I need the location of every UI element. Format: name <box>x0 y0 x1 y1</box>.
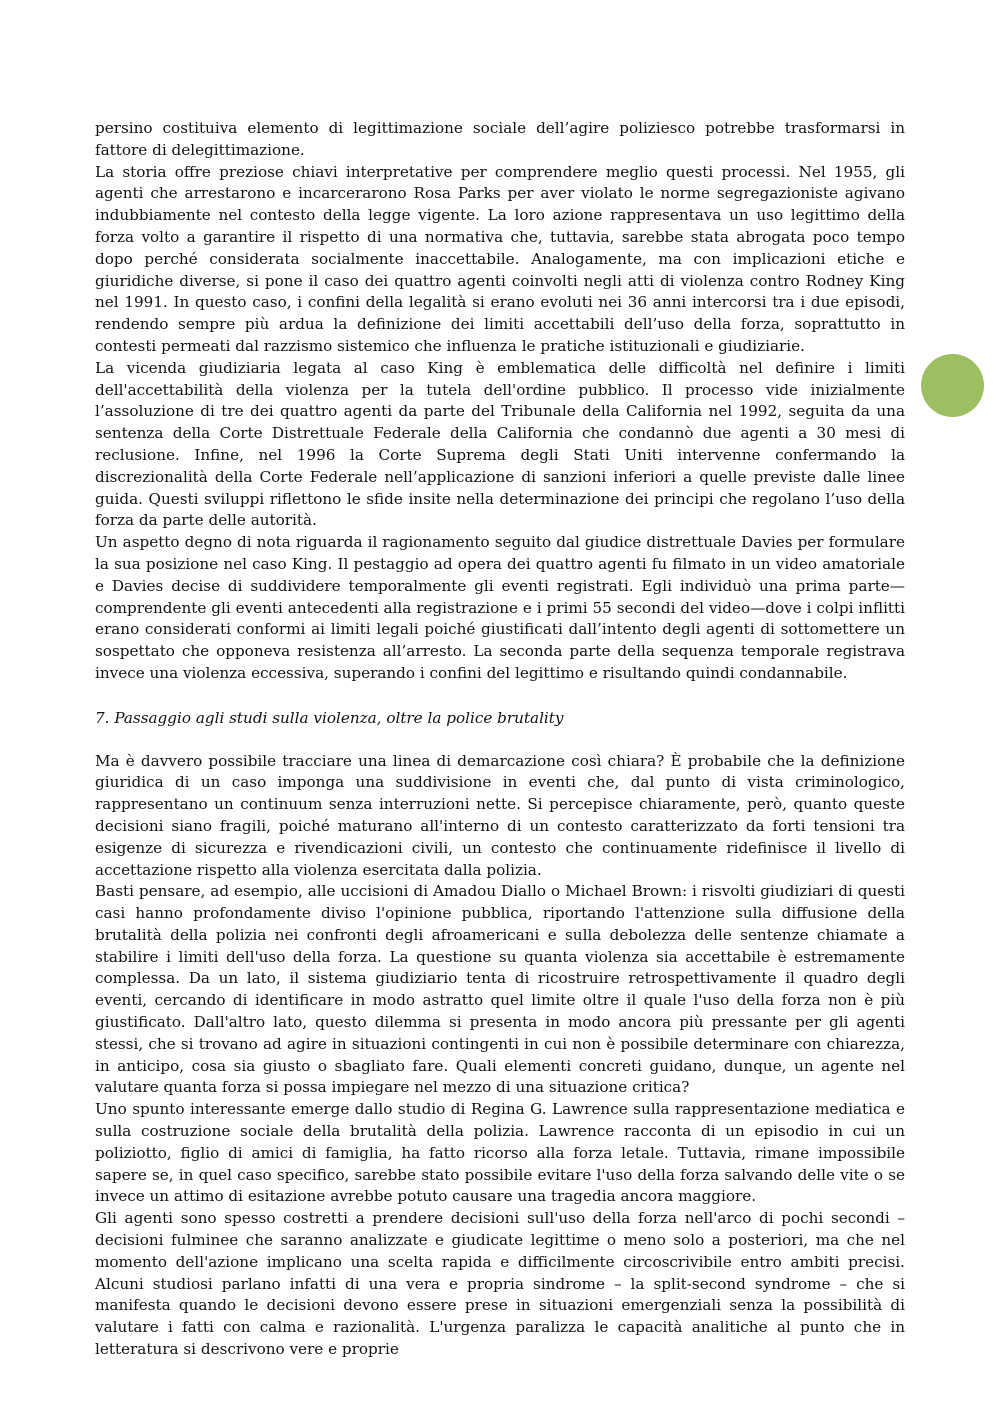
paragraph: Uno spunto interessante emerge dallo studio di Regina G. Lawrence sulla rappresentazione mediatica e sulla costruzione sociale della brutalità della polizia. Lawrence racconta di un episodio in cui un poliziotto, figlio di amici di famiglia, ha fatto ricorso alla forza letale. Tuttavia, rimane impossibile sapere se, in quel caso specifico, sarebbe stato possibile evitare l'uso della forza salvando delle vite o se invece un attimo di esitazione avrebbe potuto causare una tragedia ancora maggiore. <box>95 1100 905 1206</box>
paragraph: La storia offre preziose chiavi interpretative per comprendere meglio questi processi. Nel 1955, gli agenti che arrestarono e incarcerarono Rosa Parks per aver violato le norme segregazioniste agivano indubbiamente nel contesto della legge vigente. La loro azione rappresentava un uso legittimo della forza volto a garantire il rispetto di una normativa che, tuttavia, sarebbe stata abrogata poco tempo dopo perché considerata socialmente inaccettabile. Analogamente, ma con implicazioni etiche e giuridiche diverse, si pone il caso dei quattro agenti coinvolti negli atti di violenza contro Rodney King nel 1991. In questo caso, i confini della legalità si erano evoluti nei 36 anni intercorsi tra i due episodi, rendendo sempre più ardua la definizione dei limiti accettabili dell’uso della forza, soprattutto in contesti permeati dal razzismo sistemico che influenza le pratiche istituzionali e giudiziarie. <box>95 162 905 355</box>
section-heading: 7. Passaggio agli studi sulla violenza, oltre la police brutality <box>95 708 564 727</box>
paragraph: Gli agenti sono spesso costretti a prendere decisioni sull'uso della forza nell'arco di pochi secondi – decisioni fulminee che saranno analizzate e giudicate legittime o meno solo a posteriori, ma che nel momento dell'azione implicano una scelta rapida e difficilmente circoscrivibile entro ambiti precisi. Alcuni studiosi parlano infatti di una vera e propria sindrome – la split-second syndrome – che si manifesta quando le decisioni devono essere prese in situazioni emergenziali senza la possibilità di valutare i fatti con calma e razionalità. L'urgenza paralizza le capacità analitiche al punto che in letteratura si descrivono vere e proprie <box>95 1209 905 1359</box>
paragraph: La vicenda giudiziaria legata al caso King è emblematica delle difficoltà nel definire i limiti dell'accettabilità della violenza per la tutela dell'ordine pubblico. Il processo vide inizialmente l’assoluzione di tre dei quattro agenti da parte del Tribunale della California nel 1992, seguita da una sentenza della Corte Distrettuale Federale della California che condannò due agenti a 30 mesi di reclusione. Infine, nel 1996 la Corte Suprema degli Stati Uniti intervenne confermando la discrezionalità della Corte Federale nell’applicazione di sanzioni inferiori a quelle previste dalle linee guida. Questi sviluppi riflettono le sfide insite nella determinazione dei principi che regolano l’uso della forza da parte delle autorità. <box>95 358 905 530</box>
paragraph: persino costituiva elemento di legittimazione sociale dell’agire poliziesco potrebbe trasformarsi in fattore di delegittimazione. <box>95 119 905 159</box>
paragraph: Un aspetto degno di nota riguarda il ragionamento seguito dal giudice distrettuale Davies per formulare la sua posizione nel caso King. Il pestaggio ad opera dei quattro agenti fu filmato in un video amatoriale e Davies decise di suddividere temporalmente gli eventi registrati. Egli individuò una prima parte—comprendente gli eventi antecedenti alla registrazione e i primi 55 secondi del video—dove i colpi inflitti erano considerati conformi ai limiti legali poiché giustificati dall’intento degli agenti di sottomettere un sospettato che opponeva resistenza all’arresto. La seconda parte della sequenza temporale registrava invece una violenza eccessiva, superando i confini del legittimo e risultando quindi condannabile. <box>95 533 905 682</box>
paragraph: Basti pensare, ad esempio, alle uccisioni di Amadou Diallo o Michael Brown: i risvolti giudiziari di questi casi hanno profondamente diviso l'opinione pubblica, riportando l'attenzione sulla diffusione della brutalità della polizia nei confronti degli afroamericani e sulla debolezza delle sentenze chiamate a stabilire i limiti dell'uso della forza. La questione su quanta violenza sia accettabile è estremamente complessa. Da un lato, il sistema giudiziario tenta di ricostruire retrospettivamente il quadro degli eventi, cercando di identificare in modo astratto quel limite oltre il quale l'uso della forza non è più giustificato. Dall'altro lato, questo dilemma si presenta in modo ancora più pressante per gli agenti stessi, che si trovano ad agire in situazioni contingenti in cui non è possibile determinare con chiarezza, in anticipo, cosa sia giusto o sbagliato fare. Quali elementi concreti guidano, dunque, un agente nel valutare quanta forza si possa impiegare nel mezzo di una situazione critica? <box>95 882 905 1097</box>
margin-decoration-dot <box>921 354 984 417</box>
document-page <box>95 118 905 1361</box>
paragraph: Ma è davvero possibile tracciare una linea di demarcazione così chiara? È probabile che la definizione giuridica di un caso imponga una suddivisione in eventi che, dal punto di vista criminologico, rappresentano un continuum senza interruzioni nette. Si percepisce chiaramente, però, quanto queste decisioni siano fragili, poiché maturano all'interno di un contesto caratterizzato da forti tensioni tra esigenze di sicurezza e rivendicazioni civili, un contesto che continuamente ridefinisce il livello di accettazione rispetto alla violenza esercitata dalla polizia. <box>95 751 905 879</box>
